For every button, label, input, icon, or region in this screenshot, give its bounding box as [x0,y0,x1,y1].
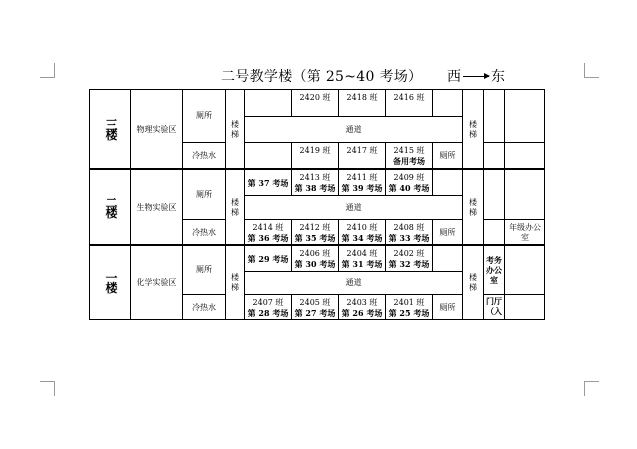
floor-divider [89,244,545,246]
floor-label-1: 一楼 [89,245,130,320]
class-number: 2407 班 [252,297,284,307]
exam-room: 第 37 考场 [244,169,291,195]
corridor: 通道 [244,116,462,142]
toilet-room: 厕所 [182,169,225,219]
water-room: 冷热水 [182,219,225,245]
exam-room-label: 第 36 考场 [247,232,289,243]
page-corner-mark [584,381,599,396]
exam-room-label: 第 28 考场 [247,307,289,318]
direction-west: 西 [447,69,461,85]
exam-room-label: 第 26 考场 [341,307,383,318]
class-number: 2403 班 [346,297,378,307]
exam-room-label: 第 30 考场 [294,258,336,269]
exam-room-label: 第 38 考场 [294,182,336,193]
floor-label-3: 三楼 [89,89,130,169]
classroom: 2419 班 [291,142,338,169]
exam-room-label: 备用考场 [393,156,425,166]
class-number: 2402 班 [393,248,425,258]
exam-affairs-office: 考务办公室 [483,245,504,294]
classroom: 2417 班 [338,142,385,169]
exam-room-label: 第 39 考场 [341,182,383,193]
document-title: 二号教学楼（第 25~40 考场） [221,69,423,85]
zone-label: 物理实验区 [130,89,182,169]
floor-divider [89,168,545,170]
class-number: 2408 班 [393,222,425,232]
class-number: 2404 班 [346,248,378,258]
toilet-room: 厕所 [432,219,462,245]
class-number: 2411 班 [346,172,378,182]
stairs-left: 楼梯 [225,169,244,245]
stairs-left: 楼梯 [225,245,244,320]
exam-room-label: 第 27 考场 [294,307,336,318]
class-number: 2406 班 [299,248,331,258]
class-number: 2412 班 [299,222,331,232]
exam-room-label: 第 25 考场 [388,307,430,318]
toilet-room: 厕所 [432,142,462,169]
toilet-room: 厕所 [182,245,225,294]
toilet-room: 厕所 [432,294,462,320]
page-corner-mark [584,63,599,78]
class-number: 2409 班 [393,172,425,182]
entrance-lobby: 门厅（入 [483,294,504,320]
stairs-right: 楼梯 [462,169,483,245]
floor-label-2: 二楼 [89,169,130,245]
class-number: 2415 班 [393,146,425,155]
stairs-right: 楼梯 [462,89,483,169]
zone-label: 生物实验区 [130,169,182,245]
page-corner-mark [40,63,55,78]
zone-label: 化学实验区 [130,245,182,320]
classroom: 2418 班 [338,89,385,116]
class-number: 2414 班 [252,222,284,232]
toilet-room: 厕所 [182,89,225,142]
exam-room: 第 29 考场 [244,245,291,271]
corridor: 通道 [244,195,462,219]
classroom: 2416 班 [385,89,432,116]
exam-room-label: 第 40 考场 [388,182,430,193]
water-room: 冷热水 [182,142,225,169]
exam-room-label: 第 31 考场 [341,258,383,269]
page-corner-mark [40,381,55,396]
table-border [89,89,545,320]
arrow-right-icon [463,76,489,77]
class-number: 2410 班 [346,222,378,232]
stairs-right: 楼梯 [462,245,483,320]
water-room: 冷热水 [182,294,225,320]
class-number: 2413 班 [299,172,331,182]
class-number: 2405 班 [299,297,331,307]
exam-room-label: 第 33 考场 [388,232,430,243]
classroom: 2420 班 [291,89,338,116]
direction-east: 东 [491,69,505,85]
corridor: 通道 [244,271,462,294]
class-number: 2401 班 [393,297,425,307]
grade-office: 年级办公室 [504,219,545,245]
direction-indicator [447,66,505,86]
exam-room-label: 第 32 考场 [388,258,430,269]
exam-room-label: 第 34 考场 [341,232,383,243]
exam-room-label: 第 35 考场 [294,232,336,243]
stairs-left: 楼梯 [225,89,244,169]
